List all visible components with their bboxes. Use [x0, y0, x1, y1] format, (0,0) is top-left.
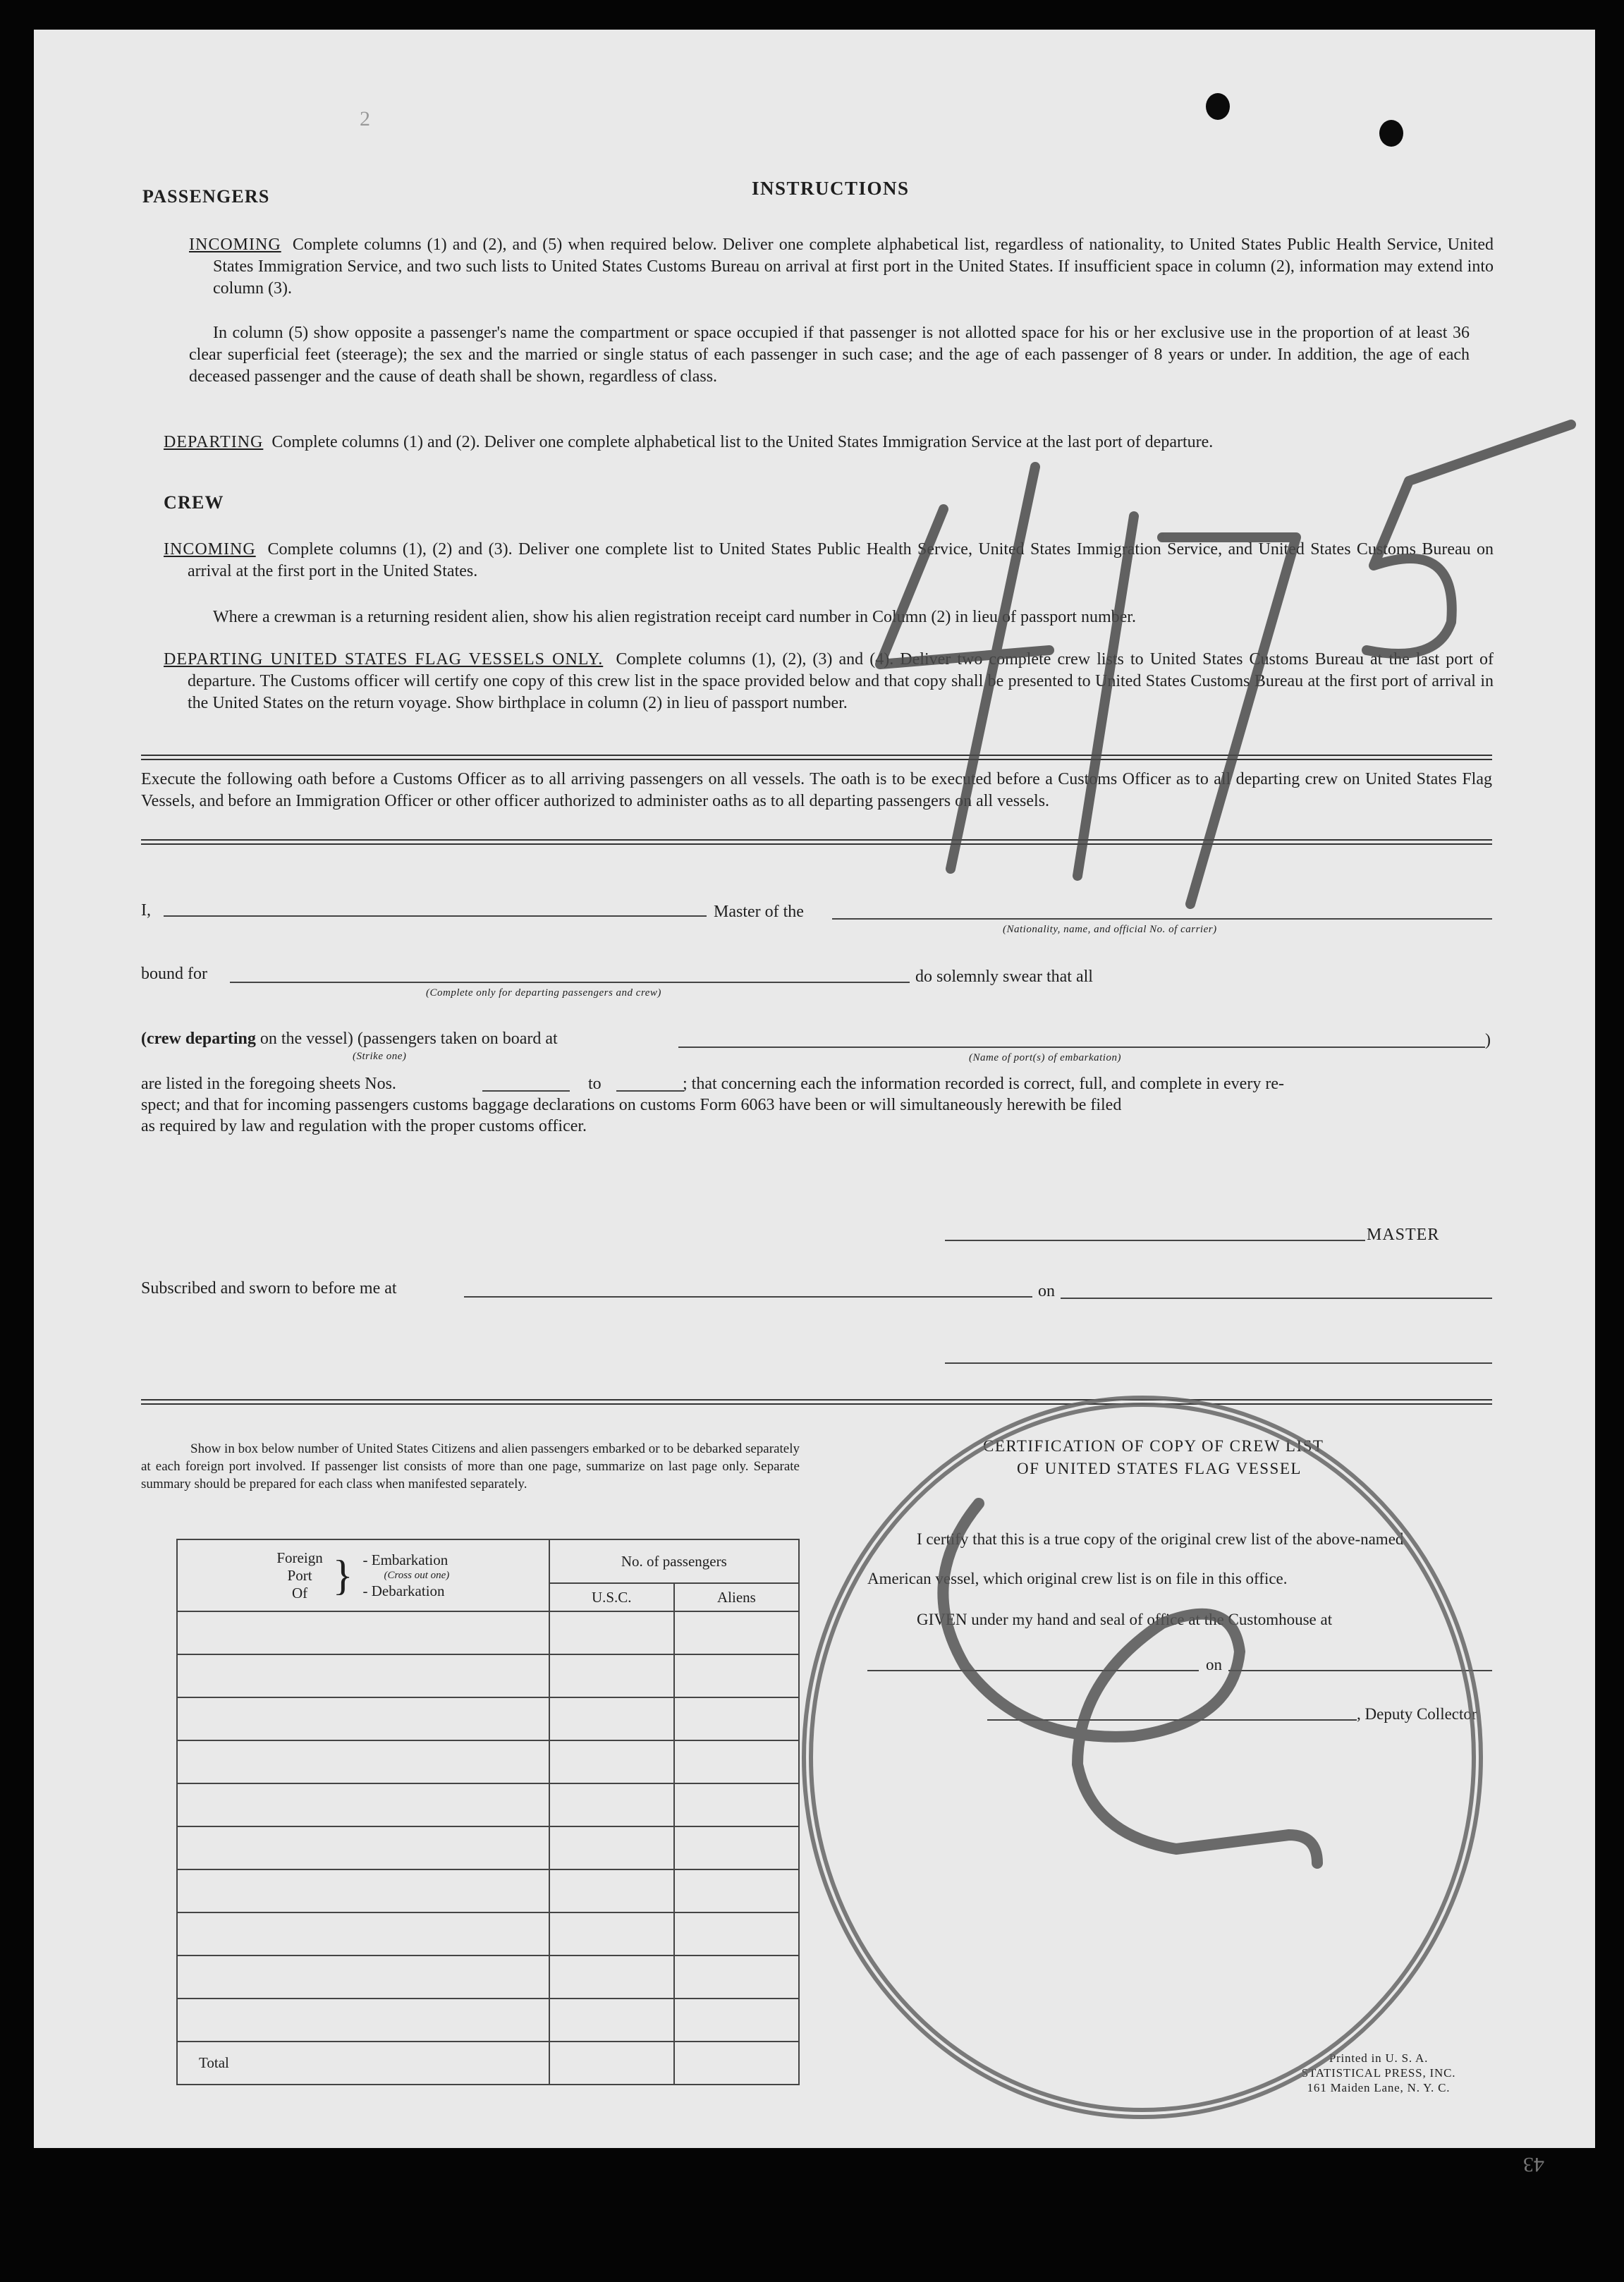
certification-given: GIVEN under my hand and seal of office at the Customhouse at: [917, 1611, 1333, 1628]
passengers-departing-key: DEPARTING: [164, 433, 264, 451]
sheets-line-d: as required by law and regulation with the proper customs officer.: [141, 1117, 587, 1135]
crew-departing-text: Complete columns (1), (2), (3) and (4). Deliver two complete crew lists to United States Customs Bureau at the last port of departure. The Customs officer will certify one copy of this crew list in the space provided below and that copy shall be presented to United States Customs Bureau at the first port of arrival in the United States on the return voyage. Show birthplace in column (2) in lieu of passport number.: [188, 650, 1494, 712]
certification-text-1: I certify that this is a true copy of the original crew list of the above-named: [917, 1530, 1404, 1548]
port-label: Port: [287, 1566, 312, 1584]
oath-intro: Execute the following oath before a Customs Officer as to all arriving passengers on all vessels. The oath is to be executed before a Customs Officer as to all departing crew on United States Flag Vessels, and before an Immigration Officer or other officer authorized to administer oaths as to all departing passengers on all vessels.: [141, 770, 1492, 810]
printer-line-2: STATISTICAL PRESS, INC.: [1301, 2066, 1456, 2080]
certification-title-2: OF UNITED STATES FLAG VESSEL: [1017, 1460, 1302, 1477]
usc-header: U.S.C.: [549, 1583, 674, 1611]
sheets-line-rest: ; that concerning each the information recorded is correct, full, and complete in every re-: [683, 1075, 1284, 1093]
swear-label: do solemnly swear that all: [915, 968, 1093, 986]
carrier-hint: (Nationality, name, and official No. of carrier): [1003, 924, 1217, 935]
seal-circle: [804, 1398, 1481, 2117]
document-sheet: [34, 30, 1595, 2176]
close-paren: ): [1485, 1031, 1491, 1049]
passengers-heading: PASSENGERS: [142, 186, 270, 207]
foreign-label: Foreign: [276, 1549, 323, 1566]
passengers-incoming-key: INCOMING: [189, 236, 281, 254]
printer-line-1: Printed in U. S. A.: [1329, 2051, 1429, 2065]
seal-scrawl: [943, 1503, 1317, 1863]
on-vessel-text: on the vessel): [260, 1030, 353, 1048]
crew-incoming-text: Complete columns (1), (2) and (3). Deliver one complete list to United States Public Health Service, United States Immigration Service, and United States Customs Bureau on arrival at the first port in the United States.: [188, 540, 1494, 580]
page-title: INSTRUCTIONS: [752, 178, 910, 199]
corner-mark: 43: [1523, 2153, 1544, 2176]
sheets-to-label: to: [588, 1075, 602, 1093]
oath-i-label: I,: [141, 901, 151, 920]
deputy-collector-label: , Deputy Collector: [1357, 1705, 1477, 1723]
sworn-on-label: on: [1038, 1282, 1055, 1300]
passengers-column5-instructions: In column (5) show opposite a passenger's name the compartment or space occupied if that passenger is not allotted space for his or her exclusive use in the proportion of at least 36 clear superficial feet (steerage); the sex and the married or single status of each passenger in such case; and the age of each passenger of 8 years or under. In addition, the age of each deceased passenger and the cause of death shall be shown, regardless of class.: [189, 324, 1470, 386]
stamp-number-4175: [880, 425, 1571, 904]
crew-returning-alien-instructions: Where a crewman is a returning resident alien, show his alien registration receipt card number in Column (2) in lieu of passport number.: [213, 608, 1136, 626]
certification-title-1: CERTIFICATION OF COPY OF CREW LIST: [983, 1437, 1324, 1455]
crew-departing-option[interactable]: (crew departing: [141, 1030, 256, 1048]
debarkation-label: - Debarkation: [362, 1582, 445, 1599]
subscribed-label: Subscribed and sworn to before me at: [141, 1279, 397, 1298]
handwriting-overlay: [34, 30, 1595, 2148]
passengers-incoming-text: Complete columns (1) and (2), and (5) when required below. Deliver one complete alphabetical list, regardless of nationality, to United States Public Health Service, United States Immigration Service, and two such lists to United States Customs Bureau on arrival at first port in the United States. If insufficient space in column (2), information may extend into column (3).: [213, 236, 1494, 298]
crew-incoming-key: INCOMING: [164, 540, 256, 559]
certification-on-label: on: [1206, 1656, 1222, 1673]
embarkation-port-hint: (Name of port(s) of embarkation): [969, 1052, 1121, 1063]
aliens-header: Aliens: [674, 1583, 799, 1611]
certification-text-2: American vessel, which original crew list is on file in this office.: [867, 1570, 1288, 1587]
passengers-taken-option[interactable]: (passengers taken on board at: [357, 1030, 558, 1048]
page-mark: 2: [360, 107, 370, 130]
brace: }: [332, 1552, 353, 1599]
master-of-label: Master of the: [714, 903, 804, 921]
of-label: Of: [291, 1584, 308, 1601]
printer-line-3: 161 Maiden Lane, N. Y. C.: [1307, 2081, 1451, 2094]
total-label: Total: [177, 2042, 549, 2085]
embarkation-label: - Embarkation: [362, 1551, 448, 1568]
sheets-line-c: spect; and that for incoming passengers customs baggage declarations on customs Form 6063 have been or will simultaneously herewith be filed: [141, 1096, 1122, 1114]
summary-note: Show in box below number of United States Citizens and alien passengers embarked or to be debarked separately at each foreign port involved. If passenger list consists of more than one page, summarize on last page only. Separate summary should be prepared for each class when manifested separately.: [141, 1441, 800, 1491]
crew-heading: CREW: [164, 492, 224, 513]
sheets-line-start: are listed in the foregoing sheets Nos.: [141, 1075, 396, 1093]
passengers-departing-text: Complete columns (1) and (2). Deliver one complete alphabetical list to the United States Immigration Service at the last port of departure.: [271, 433, 1214, 451]
cross-out-hint: (Cross out one): [384, 1570, 450, 1581]
no-of-passengers-header: No. of passengers: [549, 1539, 799, 1583]
strike-one-hint: (Strike one): [353, 1051, 407, 1062]
master-label: MASTER: [1367, 1226, 1440, 1244]
bound-for-hint: (Complete only for departing passengers and crew): [426, 987, 661, 999]
bound-for-label: bound for: [141, 965, 207, 983]
crew-departing-key: DEPARTING UNITED STATES FLAG VESSELS ONLY.: [164, 650, 604, 669]
